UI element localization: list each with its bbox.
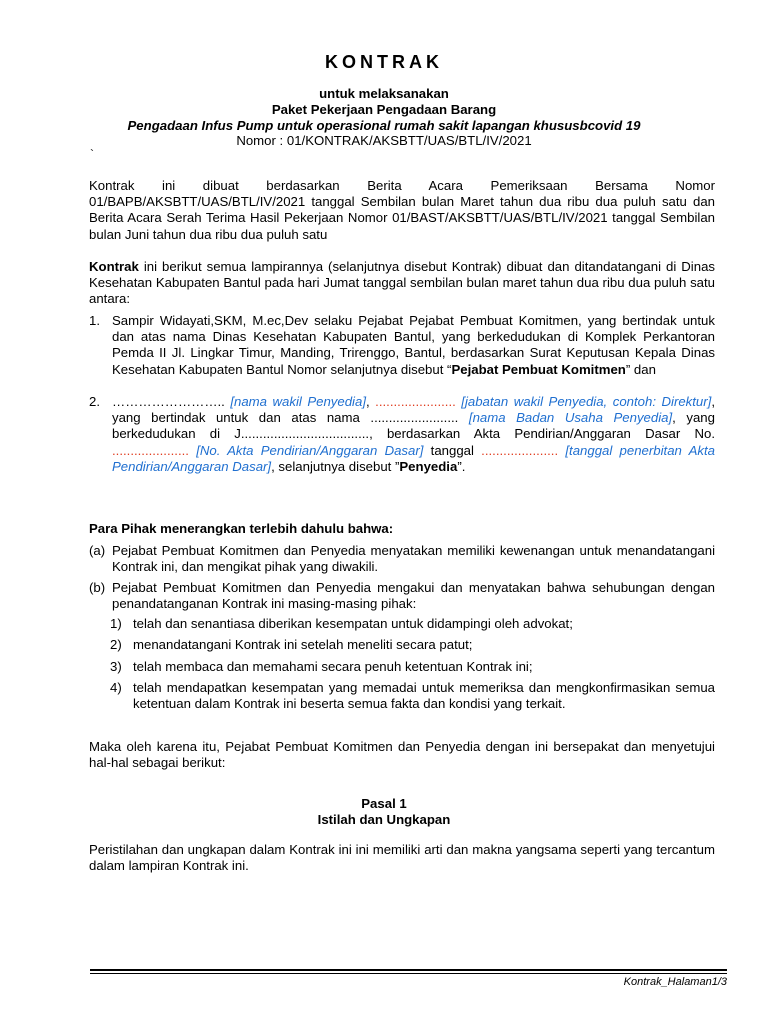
sub-item-4-text: telah mendapatkan kesempatan yang memadai untuk memeriksa dan mengkonfirmasikan semua ketentuan dalam Kontrak ini beserta semua fakta dan kondisi yang terkait. [133,680,715,712]
party-item-2 [89,394,715,475]
subtitle-untuk: untuk melaksanakan [319,86,449,101]
party-2-text-c: , selanjutnya disebut ” [271,458,400,474]
party-2-role: Penyedia [399,458,458,474]
pasal-1-text: Peristilahan dan ungkapan dalam Kontrak ini ini memiliki arti dan makna yangsama seperti yang tercantum dalam lampiran Kontrak ini. [89,842,715,874]
para-pihak-heading: Para Pihak menerangkan terlebih dahulu bahwa: [89,521,394,536]
party-1-end: ” dan [625,361,656,377]
sub-item-3-marker: 3) [110,659,122,674]
party-2-tanggal-placeholder: [tanggal penerbitan Akta Pendirian/Anggaran Dasar] [112,442,715,474]
party-2-text-b: , yang berkedudukan di J..................................., berdasarkan Akta Pendirian/Anggaran Dasar No. [112,410,715,442]
party-2-dots-akta: ..................... [112,442,189,458]
pasal-1-subheading: Istilah dan Ungkapan [317,812,451,827]
party-2-sep: , [365,394,376,409]
sub-item-2 [110,637,715,653]
party-1-text: Sampir Widayati,SKM, M.ec,Dev selaku Pejabat Pejabat Pembuat Komitmen, yang bertindak untuk dan atas nama Dinas Kesehatan Kabupaten Bantul, yang berkedudukan di Komplek Perkantoran Pemda II Jl. Lingkar Timur, Manding, Trirenggo, Bantul, berdasarkan Surat Keputusan Kepala Dinas Kesehatan Kabupaten Bantul Nomor selanjutnya disebut “ [112,313,715,377]
item-a-marker: (a) [89,543,106,558]
subtitle-paket: Paket Pekerjaan Pengadaan Barang [271,102,497,117]
party-2-dots-name: …………………….. [112,394,225,409]
footer-rule-thin [90,973,727,974]
party-2-marker: 2. [89,394,100,409]
maka-paragraph: Maka oleh karena itu, Pejabat Pembuat Komitmen dan Penyedia dengan ini bersepakat dan menyetujui hal-hal sebagai berikut: [89,739,715,771]
sub-item-2-marker: 2) [110,637,122,652]
sub-item-3-text: telah membaca dan memahami secara penuh ketentuan Kontrak ini; [133,659,533,674]
subtitle-pengadaan: Pengadaan Infus Pump untuk operasional rumah sakit lapangan khususbcovid 19 [127,118,641,133]
intro-paragraph-1: Kontrak ini dibuat berdasarkan Berita Acara Pemeriksaan Bersama Nomor 01/BAPB/AKSBTT/UAS/BTL/IV/2021 tanggal Sembilan bulan Maret tahun dua ribu dua puluh satu dan Berita Acara Serah Terima Hasil Pekerjaan Nomor 01/BAST/AKSBTT/UAS/BTL/IV/2021 tanggal Sembilan bulan Juni tahun dua ribu dua puluh satu [89,178,715,242]
party-1-role: Pejabat Pembuat Komitmen [451,361,626,377]
sub-item-4 [110,680,715,712]
party-2-tanggal: tanggal [423,442,482,458]
sub-item-1-marker: 1) [110,616,122,631]
intro-paragraph-2-text: ini berikut semua lampirannya (selanjutnya disebut Kontrak) dibuat dan ditandatangani di Dinas Kesehatan Kabupaten Bantul pada hari Jumat tanggal sembilan bulan maret tahun dua ribu dua puluh satu antara: [89,259,715,307]
party-2-akta-placeholder: [No. Akta Pendirian/Anggaran Dasar] [188,442,424,458]
para-pihak-item-a [89,543,715,575]
sub-item-1-text: telah dan senantiasa diberikan kesempatan untuk didampingi oleh advokat; [133,616,573,631]
pasal-1-heading: Pasal 1 [361,796,407,811]
party-2-text-a: , yang bertindak untuk dan atas nama ........................ [112,394,715,426]
sub-item-4-marker: 4) [110,680,122,695]
sub-item-1 [110,616,715,632]
stray-tick-mark: ` [90,147,94,161]
contract-number: Nomor : 01/KONTRAK/AKSBTT/UAS/BTL/IV/2021 [236,133,532,148]
party-2-name-placeholder: [nama wakil Penyedia] [224,394,366,409]
document-title: KONTRAK [325,52,443,72]
sub-item-3 [110,659,715,675]
page-footer-label: Kontrak_Halaman1/3 [623,976,727,988]
sub-item-2-text: menandatangani Kontrak ini setelah meneliti secara patut; [133,637,473,652]
party-2-dots-jabatan: ...................... [375,394,456,409]
item-b-text: Pejabat Pembuat Komitmen dan Penyedia mengakui dan menyatakan bahwa sehubungan dengan penandatanganan Kontrak ini masing-masing pihak: [112,580,715,612]
party-1-marker: 1. [89,313,100,328]
party-2-dots-tanggal: ..................... [481,442,559,458]
item-a-text: Pejabat Pembuat Komitmen dan Penyedia menyatakan memiliki kewenangan untuk menandatangani Kontrak ini, dan mengikat pihak yang diwakili. [112,543,715,575]
footer-rule-thick [90,969,727,971]
intro-kontrak-bold: Kontrak [89,259,139,274]
party-2-badan-placeholder: [nama Badan Usaha Penyedia] [468,410,673,426]
party-item-1 [89,313,715,378]
party-2-jabatan-placeholder: [jabatan wakil Penyedia, contoh: Direktur] [455,394,712,409]
item-b-marker: (b) [89,580,106,595]
intro-paragraph-2 [89,259,715,308]
party-2-end: ”. [457,458,466,474]
para-pihak-item-b [89,580,715,612]
